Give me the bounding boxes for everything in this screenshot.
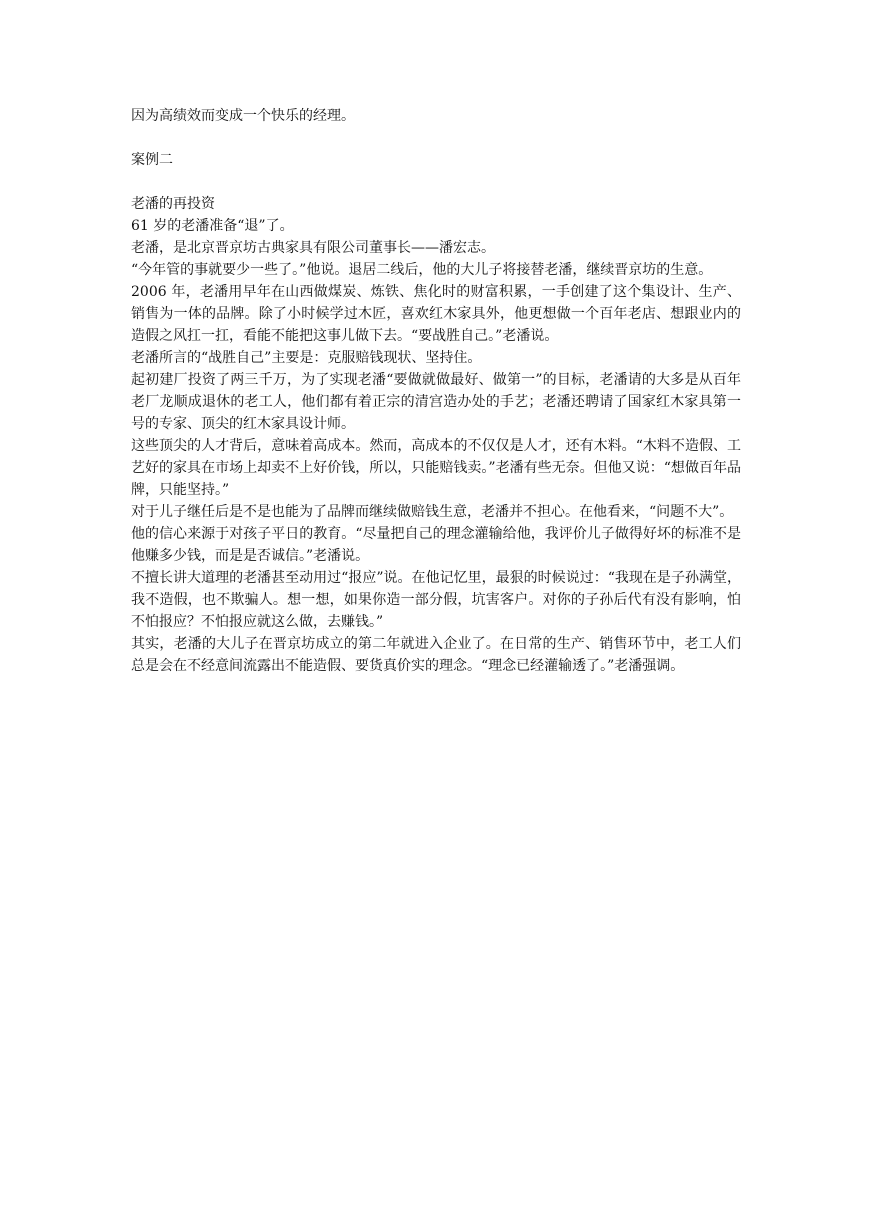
section-label: 案例二 bbox=[131, 152, 173, 168]
paragraph: 起初建厂投资了两三千万，为了实现老潘“要做就做最好、做第一”的目标，老潘请的大多是从百年老厂龙顺成退休的老工人，他们都有着正宗的清宫造办处的手艺；老潘还聘请了国家红木家具第一号的专家、顶尖的红木家具设计师。 bbox=[131, 372, 741, 432]
paragraph: 61 岁的老潘准备“退”了。 bbox=[131, 218, 294, 234]
paragraph: 对于儿子继任后是不是也能为了品牌而继续做赔钱生意，老潘并不担心。在他看来，“问题不大”。 bbox=[131, 504, 734, 520]
paragraph: 这些顶尖的人才背后，意味着高成本。然而，高成本的不仅仅是人才，还有木料。“木料不造假、工艺好的家具在市场上却卖不上好价钱，所以，只能赔钱卖。”老潘有些无奈。但他又说：“想做百年品牌，只能坚持。” bbox=[131, 438, 741, 498]
paragraph: 老潘所言的“战胜自己”主要是：克服赔钱现状、坚持住。 bbox=[131, 350, 482, 366]
paragraph: “今年管的事就要少一些了。”他说。退居二线后，他的大儿子将接替老潘，继续晋京坊的生意。 bbox=[131, 262, 713, 278]
intro-line: 因为高绩效而变成一个快乐的经理。 bbox=[131, 108, 355, 124]
spacer bbox=[131, 127, 741, 149]
spacer bbox=[131, 171, 741, 193]
paragraph: 他的信心来源于对孩子平日的教育。“尽量把自己的理念灌输给他，我评价儿子做得好坏的标准不是他赚多少钱，而是是否诚信。”老潘说。 bbox=[131, 526, 741, 564]
paragraph: 老潘，是北京晋京坊古典家具有限公司董事长——潘宏志。 bbox=[131, 240, 495, 256]
document-body bbox=[131, 105, 741, 677]
paragraph: 2006 年，老潘用早年在山西做煤炭、炼铁、焦化时的财富积累，一手创建了这个集设计、生产、销售为一体的品牌。除了小时候学过木匠，喜欢红木家具外，他更想做一个百年老店、想跟业内的造假之风扛一扛，看能不能把这事儿做下去。“要战胜自己。”老潘说。 bbox=[131, 284, 741, 344]
paragraph: 不擅长讲大道理的老潘甚至动用过“报应”说。在他记忆里，最狠的时候说过：“我现在是子孙满堂，我不造假，也不欺骗人。想一想，如果你造一部分假，坑害客户。对你的子孙后代有没有影响，怕不怕报应？不怕报应就这么做，去赚钱。” bbox=[131, 570, 741, 630]
article-title: 老潘的再投资 bbox=[131, 196, 215, 212]
paragraph: 其实，老潘的大儿子在晋京坊成立的第二年就进入企业了。在日常的生产、销售环节中，老工人们总是会在不经意间流露出不能造假、要货真价实的理念。“理念已经灌输透了。”老潘强调。 bbox=[131, 636, 741, 674]
